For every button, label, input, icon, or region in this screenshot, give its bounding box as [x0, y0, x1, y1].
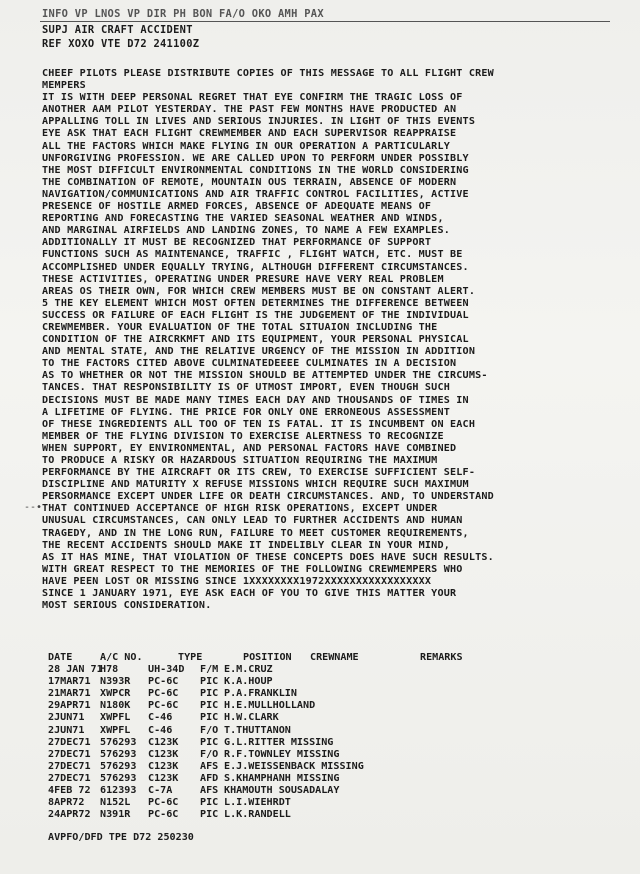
cell-type: PC-6C: [148, 797, 179, 809]
cell-ac: 576293: [100, 748, 137, 760]
cell-crew: K.A.HOUP: [224, 676, 273, 688]
routing-line: INFO VP LNOS VP DIR PH BON FA/O OKO AMH PAX: [42, 8, 324, 20]
header-rule: [40, 21, 610, 22]
cell-type: C-7A: [148, 785, 173, 797]
cell-pos: F/O: [200, 748, 219, 760]
col-ac-header: A/C NO.: [100, 652, 143, 663]
body-line: DECISIONS MUST BE MADE MANY TIMES EACH DAY AND THOUSANDS OF TIMES IN: [42, 394, 469, 406]
body-line: PERSORMANCE EXCEPT UNDER LIFE OR DEATH CIRCUMSTANCES. AND, TO UNDERSTAND: [42, 491, 494, 503]
reference-line: REF XOXO VTE D72 241100Z: [42, 38, 200, 50]
body-line: ACCOMPLISHED UNDER EQUALLY TRYING, ALTHOUGH DIFFERENT CIRCUMSTANCES.: [42, 261, 469, 273]
cell-crew: H.E.MULLHOLLAND: [224, 700, 316, 712]
cell-crew: KHAMOUTH SOUSADALAY: [224, 785, 340, 797]
table-row: [48, 712, 608, 724]
body-line: THESE ACTIVITIES, OPERATING UNDER PRESURE HAVE VERY REAL PROBLEM: [42, 273, 444, 285]
cell-crew: E.J.WEISSENBACK MISSING: [224, 760, 364, 772]
message-body: [42, 68, 622, 612]
body-line: PERFORMANCE BY THE AIRCRAFT OR ITS CREW, TO EXERCISE SUFFICIENT SELF-: [42, 467, 476, 479]
body-line: AS TO WHETHER OR NOT THE MISSION SHOULD BE ATTEMPTED UNDER THE CIRCUMS-: [42, 370, 488, 382]
margin-mark: --•: [24, 502, 43, 513]
cell-crew: L.I.WIEHRDT: [224, 797, 291, 809]
cell-date: 27DEC71: [48, 748, 91, 760]
cell-pos: AFS: [200, 760, 219, 772]
body-line: EYE ASK THAT EACH FLIGHT CREWMEMBER AND EACH SUPERVISOR REAPPRAISE: [42, 128, 457, 140]
cell-pos: PIC: [200, 712, 219, 724]
body-line: UNUSUAL CIRCUMSTANCES, CAN ONLY LEAD TO FURTHER ACCIDENTS AND HUMAN: [42, 515, 463, 527]
body-line: A LIFETIME OF FLYING. THE PRICE FOR ONLY ONE ERRONEOUS ASSESSMENT: [42, 406, 451, 418]
cell-pos: AFS: [200, 785, 219, 797]
table-row: [48, 664, 608, 676]
body-line: 5 THE KEY ELEMENT WHICH MOST OFTEN DETERMINES THE DIFFERENCE BETWEEN: [42, 297, 469, 309]
body-line: AS IT HAS MINE, THAT VIOLATION OF THESE CONCEPTS DOES HAVE SUCH RESULTS.: [42, 551, 494, 563]
body-line: TO THE FACTORS CITED ABOVE CULMINATEDEEEE CULMINATES IN A DECISION: [42, 358, 457, 370]
body-line: ALL THE FACTORS WHICH MAKE FLYING IN OUR OPERATION A PARTICULARLY: [42, 140, 451, 152]
body-line: WITH GREAT RESPECT TO THE MEMORIES OF THE FOLLOWING CREWMEMPERS WHO: [42, 563, 463, 575]
cell-type: PC-6C: [148, 700, 179, 712]
footer-line: AVPFO/DFD TPE D72 250230: [48, 832, 194, 843]
body-line: SUCCESS OR FAILURE OF EACH FLIGHT IS THE JUDGEMENT OF THE INDIVIDUAL: [42, 309, 469, 321]
cell-pos: F/O: [200, 724, 219, 736]
body-line: AND MARGINAL AIRFIELDS AND LANDING ZONES, TO NAME A FEW EXAMPLES.: [42, 225, 451, 237]
body-line: THE RECENT ACCIDENTS SHOULD MAKE IT INDELIBLY CLEAR IN YOUR MIND,: [42, 539, 451, 551]
crew-table: [48, 652, 608, 821]
table-row: [48, 676, 608, 688]
cell-pos: PIC: [200, 688, 219, 700]
cell-date: 4FEB 72: [48, 785, 91, 797]
cell-date: 17MAR71: [48, 676, 91, 688]
cell-pos: PIC: [200, 736, 219, 748]
body-line: REPORTING AND FORECASTING THE VARIED SEASONAL WEATHER AND WINDS,: [42, 213, 444, 225]
cell-crew: S.KHAMPHANH MISSING: [224, 772, 340, 784]
cell-ac: H78: [100, 664, 119, 676]
table-row: [48, 725, 608, 737]
cell-type: C-46: [148, 724, 173, 736]
cell-crew: R.F.TOWNLEY MISSING: [224, 748, 340, 760]
cell-date: 2JUN71: [48, 712, 85, 724]
table-row: [48, 797, 608, 809]
body-line: ADDITIONALLY IT MUST BE RECOGNIZED THAT PERFORMANCE OF SUPPORT: [42, 237, 432, 249]
cell-ac: XWPFL: [100, 724, 131, 736]
body-line: MOST SERIOUS CONSIDERATION.: [42, 600, 212, 612]
body-line: DISCIPLINE AND MATURITY X REFUSE MISSIONS WHICH REQUIRE SUCH MAXIMUM: [42, 479, 469, 491]
cell-ac: N393R: [100, 676, 131, 688]
cell-crew: T.THUTTANON: [224, 724, 291, 736]
cell-ac: 576293: [100, 760, 137, 772]
cell-type: C123K: [148, 772, 179, 784]
body-line: NAVIGATION/COMMUNICATIONS AND AIR TRAFFIC CONTROL FACILITIES, ACTIVE: [42, 188, 469, 200]
table-row: [48, 809, 608, 821]
table-row: [48, 785, 608, 797]
table-row: [48, 761, 608, 773]
cell-crew: L.K.RANDELL: [224, 809, 291, 821]
cell-date: 27DEC71: [48, 772, 91, 784]
body-line: SINCE 1 JANUARY 1971, EYE ASK EACH OF YOU TO GIVE THIS MATTER YOUR: [42, 588, 457, 600]
cell-type: C-46: [148, 712, 173, 724]
cell-ac: 576293: [100, 736, 137, 748]
cell-date: 28 JAN 71: [48, 664, 103, 676]
table-row: [48, 700, 608, 712]
cell-type: UH-34D: [148, 664, 185, 676]
body-line: TANCES. THAT RESPONSIBILITY IS OF UTMOST IMPORT, EVEN THOUGH SUCH: [42, 382, 451, 394]
body-line: UNFORGIVING PROFESSION. WE ARE CALLED UPON TO PERFORM UNDER POSSIBLY: [42, 152, 469, 164]
cell-date: 2JUN71: [48, 724, 85, 736]
body-line: MEMPERS: [42, 80, 86, 92]
body-line: CHEEF PILOTS PLEASE DISTRIBUTE COPIES OF THIS MESSAGE TO ALL FLIGHT CREW: [42, 68, 494, 79]
body-line: CREWMEMBER. YOUR EVALUATION OF THE TOTAL SITUAION INCLUDING THE: [42, 321, 438, 333]
table-row: [48, 688, 608, 700]
body-line: IT IS WITH DEEP PERSONAL REGRET THAT EYE CONFIRM THE TRAGIC LOSS OF: [42, 92, 463, 104]
cell-date: 27DEC71: [48, 736, 91, 748]
cell-date: 29APR71: [48, 700, 91, 712]
cell-type: PC-6C: [148, 809, 179, 821]
body-line: HAVE PEEN LOST OR MISSING SINCE 1XXXXXXXX1972XXXXXXXXXXXXXXXXX: [42, 575, 432, 587]
cell-date: 8APR72: [48, 797, 85, 809]
body-line: THE COMBINATION OF REMOTE, MOUNTAIN OUS TERRAIN, ABSENCE OF MODERN: [42, 176, 457, 188]
body-line: AREAS OS THEIR OWN, FOR WHICH CREW MEMBERS MUST BE ON CONSTANT ALERT.: [42, 285, 476, 297]
body-line: CONDITION OF THE AIRCRKMFT AND ITS EQUIPMENT, YOUR PERSONAL PHYSICAL: [42, 334, 469, 346]
cell-pos: PIC: [200, 676, 219, 688]
cell-pos: F/M: [200, 664, 219, 676]
body-line: MEMBER OF THE FLYING DIVISION TO EXERCISE ALERTNESS TO RECOGNIZE: [42, 430, 444, 442]
table-header-row: [48, 652, 608, 664]
cell-pos: AFD: [200, 772, 219, 784]
body-line: AND MENTAL STATE, AND THE RELATIVE URGENCY OF THE MISSION IN ADDITION: [42, 346, 476, 358]
body-line: APPALLING TOLL IN LIVES AND SERIOUS INJURIES. IN LIGHT OF THIS EVENTS: [42, 116, 476, 128]
cell-date: 24APR72: [48, 809, 91, 821]
cell-ac: XWPFL: [100, 712, 131, 724]
col-date-header: DATE: [48, 652, 73, 663]
table-row: [48, 773, 608, 785]
cell-ac: XWPCR: [100, 688, 131, 700]
table-row: [48, 749, 608, 761]
cell-pos: PIC: [200, 700, 219, 712]
cell-date: 21MAR71: [48, 688, 91, 700]
col-remarks-header: REMARKS: [420, 652, 463, 663]
cell-type: C123K: [148, 736, 179, 748]
cell-pos: PIC: [200, 809, 219, 821]
body-line: OF THESE INGREDIENTS ALL TOO OF TEN IS FATAL. IT IS INCUMBENT ON EACH: [42, 418, 476, 430]
cell-ac: N180K: [100, 700, 131, 712]
cell-ac: 576293: [100, 772, 137, 784]
body-line: TO PRODUCE A RISKY OR HAZARDOUS SITUATION REQUIRING THE MAXIMUM: [42, 455, 438, 466]
body-line: WHEN SUPPORT, EY ENVIRONMENTAL, AND PERSONAL FACTORS HAVE COMBINED: [42, 442, 457, 454]
cell-ac: N391R: [100, 809, 131, 821]
cell-crew: P.A.FRANKLIN: [224, 688, 297, 700]
cell-type: C123K: [148, 748, 179, 760]
col-type-header: TYPE: [178, 652, 203, 663]
body-line: THAT CONTINUED ACCEPTANCE OF HIGH RISK OPERATIONS, EXCEPT UNDER: [42, 503, 438, 515]
cell-type: PC-6C: [148, 688, 179, 700]
body-line: THE MOST DIFFICULT ENVIRONMENTAL CONDITIONS IN THE WORLD CONSIDERING: [42, 164, 469, 176]
body-line: FUNCTIONS SUCH AS MAINTENANCE, TRAFFIC , FLIGHT WATCH, ETC. MUST BE: [42, 249, 463, 261]
body-line: TRAGEDY, AND IN THE LONG RUN, FAILURE TO MEET CUSTOMER REQUIREMENTS,: [42, 527, 469, 539]
table-row: [48, 737, 608, 749]
col-position-header: POSITION: [243, 652, 292, 663]
cell-pos: PIC: [200, 797, 219, 809]
cell-type: C123K: [148, 760, 179, 772]
col-crewname-header: CREWNAME: [310, 652, 359, 663]
cell-ac: 612393: [100, 785, 137, 797]
cell-type: PC-6C: [148, 676, 179, 688]
subject-line: SUPJ AIR CRAFT ACCIDENT: [42, 24, 193, 36]
cell-ac: N152L: [100, 797, 131, 809]
cell-crew: G.L.RITTER MISSING: [224, 736, 334, 748]
cell-date: 27DEC71: [48, 760, 91, 772]
cell-crew: E.M.CRUZ: [224, 664, 273, 676]
cell-crew: H.W.CLARK: [224, 712, 279, 724]
body-line: ANOTHER AAM PILOT YESTERDAY. THE PAST FEW MONTHS HAVE PRODUCTED AN: [42, 104, 457, 116]
body-line: PRESENCE OF HOSTILE ARMED FORCES, ABSENCE OF ADEQUATE MEANS OF: [42, 201, 432, 213]
